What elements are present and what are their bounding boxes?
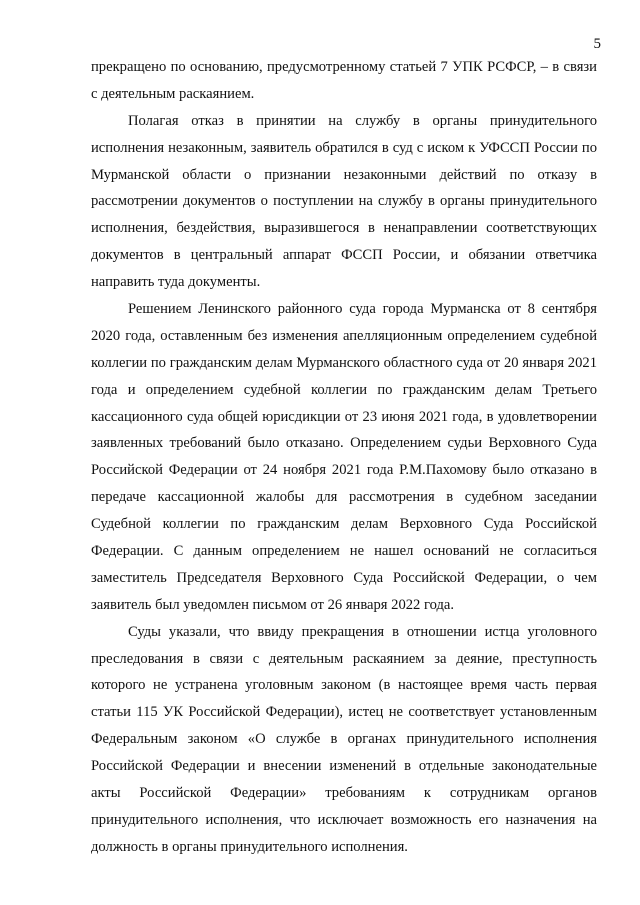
text-line: Суды указали, что ввиду прекращения в отношении истца уголовного (128, 623, 597, 640)
text-line: 2020 года, оставленным без изменения апелляционным определением судебной (91, 327, 597, 344)
paragraph (91, 54, 597, 108)
text-line: Мурманской области о признании незаконными действий по отказу в (91, 166, 597, 183)
paragraph (91, 619, 597, 861)
text-line: преследования в связи с деятельным раскаянием за деяние, преступность (91, 650, 597, 667)
text-line: рассмотрении документов о поступлении на службу в органы принудительного (91, 193, 597, 210)
text-line: Федеральным законом «О службе в органах принудительного исполнения (91, 731, 597, 748)
text-line: передаче кассационной жалобы для рассмотрения в судебном заседании (91, 489, 597, 506)
text-line: исполнения незаконным, заявитель обратился в суд с иском к УФССП России по (91, 139, 597, 156)
text-line: с деятельным раскаянием. (91, 85, 255, 102)
text-line: коллегии по гражданским делам Мурманского областного суда от 20 января 2021 (91, 354, 597, 371)
paragraph (91, 108, 597, 296)
text-line: акты Российской Федерации» требованиям к сотрудникам органов (91, 785, 597, 802)
paragraph (91, 296, 597, 619)
text-line: статьи 115 УК Российской Федерации), истец не соответствует установленным (91, 704, 597, 721)
text-line: заместитель Председателя Верховного Суда Российской Федерации, о чем (91, 569, 597, 586)
text-line: документов в центральный аппарат ФССП России, и обязании ответчика (91, 247, 597, 264)
text-line: года и определением судебной коллегии по гражданским делам Третьего (91, 381, 597, 398)
text-line: принудительного исполнения, что исключает возможность его назначения на (91, 811, 597, 828)
text-line: Федерации. С данным определением не нашел оснований не согласиться (91, 543, 597, 560)
text-line: исполнения, бездействия, выразившегося в ненаправлении соответствующих (91, 220, 597, 237)
text-line: Судебной коллегии по гражданским делам Верховного Суда Российской (91, 516, 597, 533)
text-line: направить туда документы. (91, 274, 261, 291)
text-line: должность в органы принудительного исполнения. (91, 838, 408, 855)
text-line: Полагая отказ в принятии на службу в органы принудительного (128, 112, 597, 129)
text-line: кассационного суда общей юрисдикции от 23 июня 2021 года, в удовлетворении (91, 408, 597, 425)
text-line: Российской Федерации от 24 ноября 2021 года Р.М.Пахомову было отказано в (91, 462, 597, 479)
page-number: 5 (593, 36, 601, 52)
text-line: Российской Федерации и внесении изменений в отдельные законодательные (91, 758, 597, 775)
document-body (91, 54, 597, 861)
text-line: которого не устранена уголовным законом (в настоящее время часть первая (91, 677, 597, 694)
text-line: Решением Ленинского районного суда города Мурманска от 8 сентября (128, 301, 597, 318)
text-line: заявленных требований было отказано. Определением судьи Верховного Суда (91, 435, 597, 452)
text-line: заявитель был уведомлен письмом от 26 января 2022 года. (91, 596, 455, 613)
text-line: прекращено по основанию, предусмотренному статьей 7 УПК РСФСР, – в связи (91, 59, 597, 75)
